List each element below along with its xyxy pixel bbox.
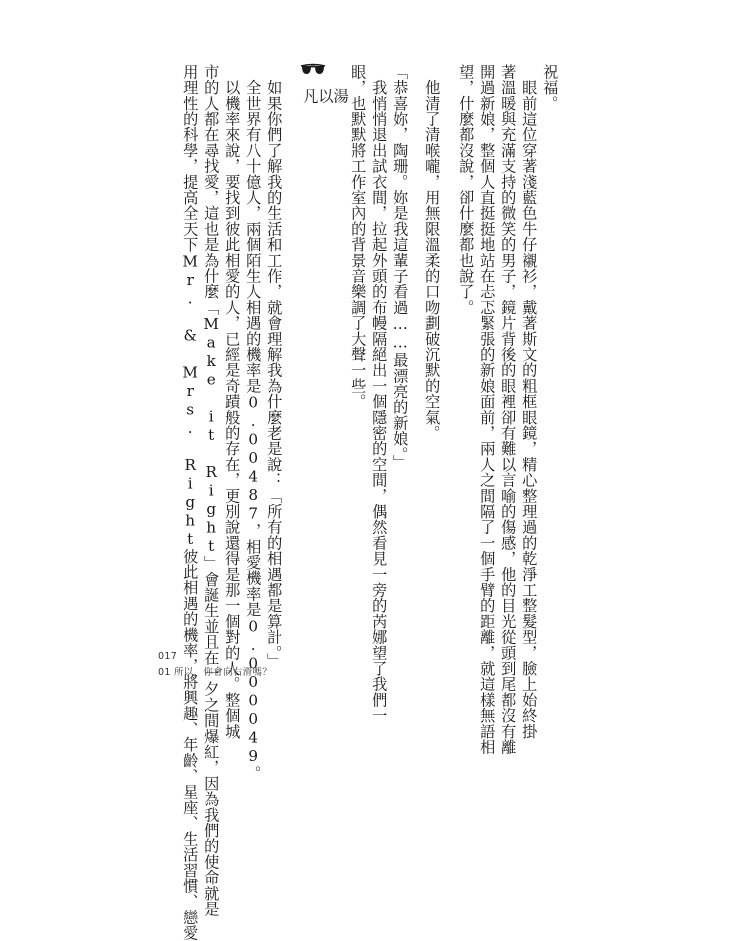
text-line: 「恭喜妳，陶珊。妳是我這輩子看過……最漂亮的新娘。」 [391,64,410,471]
text-line: 我悄悄退出試衣間，拉起外頭的布幔隔絕出一個隱密的空間，偶然看見一旁的芮娜望了我們一 [370,64,389,724]
text-line: 開過新娘，整個人直挺挺地站在忐忑緊張的新娘面前，兩人之間隔了一個手臂的距離，就這樣無語相 [478,64,497,755]
text-line: 著溫暖與充滿支持的微笑的男子，鏡片背後的眼裡卻有難以言喻的傷感，他的目光從頭到尾都沒有離 [499,64,518,755]
page-number: 017 [158,651,178,662]
text-line: 眼，也默默將工作室內的背景音樂調了大聲一些。 [349,64,368,410]
author-marker [298,62,350,104]
text-line: 以機率來說，要找到彼此相愛的人，已經是奇蹟般的存在，更別說還得是那一個對的人。整個城 [223,64,242,740]
chapter-title: 01 所以，你會向右滑嗎？ [158,667,273,678]
text-line: 望，什麼都沒說，卻什麼都也說了。 [457,64,476,316]
text-line: 眼前這位穿著淺藍色牛仔襯衫，戴著斯文的粗框眼鏡，精心整理過的乾淨工整髮型，臉上始終掛 [520,64,539,740]
text-line: 如果你們了解我的生活和工作，就會理解我為什麼老是說：「所有的相遇都是算計。」 [265,64,284,669]
text-line: 市的人都在尋找愛，這也是為什麼「Make it Right」會誕生並且在一夕之間爆紅，因為我們的使命就是 [202,64,221,917]
sunglasses-icon [300,62,326,76]
text-line: 用理性的科學，提高全天下Mr. & Mrs. Right彼此相遇的機率，將興趣、年齡、星座、生活習慣、戀愛 [181,64,200,941]
text-line: 他清了清喉嚨，用無限溫柔的口吻劃破沉默的空氣。 [423,64,442,441]
author-name: 湯以凡 [301,88,350,104]
text-line: 祝福。 [541,64,560,112]
text-line: 全世界有八十億人，兩個陌生人相遇的機率是0.00487，相愛機率是0.000049。 [244,64,263,782]
